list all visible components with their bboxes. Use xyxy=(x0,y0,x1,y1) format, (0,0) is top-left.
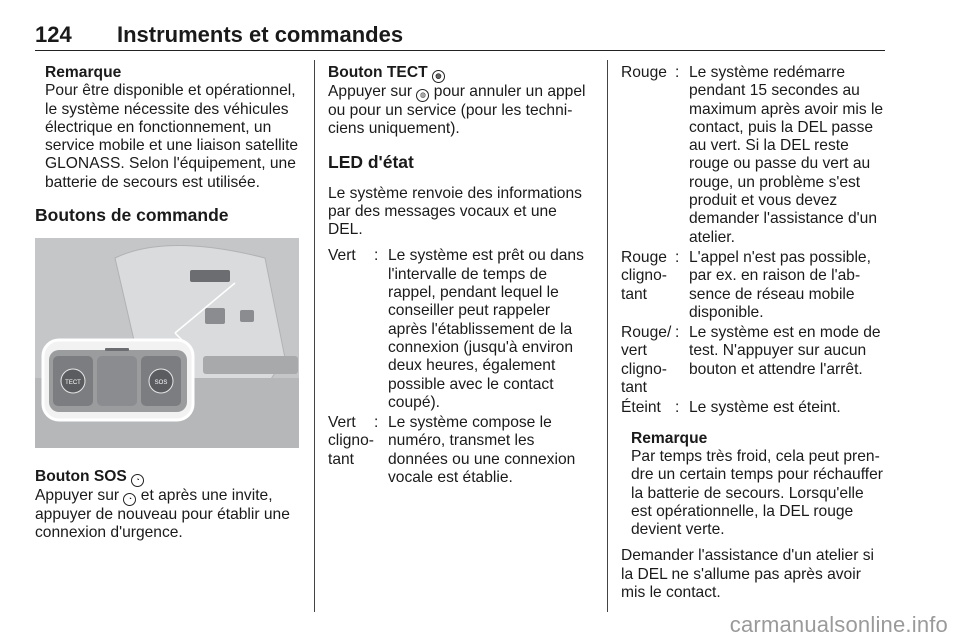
led-state-term: Vert clignotant xyxy=(328,414,374,468)
section-title-led: LED d'état xyxy=(328,151,414,172)
section-title-controls: Boutons de commande xyxy=(35,205,229,226)
sos-instructions: Appuyer sur ◔ et après une invite, appuyer de nouveau pour établir une connexion d'urgence. xyxy=(35,487,290,542)
separator: : xyxy=(675,64,680,81)
note-title: Remarque xyxy=(45,64,122,81)
tect-symbol-icon: ◍ xyxy=(432,70,445,83)
tect-instructions: Appuyer sur ◍ pour annuler un appel ou pour un service (pour les techniciens uniquement). xyxy=(328,83,586,138)
separator: : xyxy=(374,414,379,432)
separator: : xyxy=(374,247,379,265)
overhead-console-drawing xyxy=(35,238,299,448)
led-state-term: Éteint xyxy=(621,399,661,417)
column-right xyxy=(621,64,887,610)
led-state-term: Rouge xyxy=(621,64,667,81)
sos-symbol-icon: ◔ xyxy=(131,474,144,487)
led-state-table xyxy=(328,247,592,489)
tect-button-title: Bouton TECT ◍ xyxy=(328,64,592,83)
note-text: Pour être disponible et opérationnel, le système nécessite des véhicules électrique en fonctionnement, un service mobile et une liaison satellite GLONASS. Selon l'équipement, une batterie de secours est utilisée. xyxy=(45,82,299,191)
separator: : xyxy=(675,248,680,266)
led-state-desc: Le système est prêt ou dans l'intervalle de temps de rappel, pendant lequel le conseiller peut rappeler après l'établissement de la connexion (jusqu'à environ deux heures, également possible avec le contact coupé). xyxy=(388,247,584,411)
led-state-row xyxy=(621,64,887,249)
note-title: Remarque xyxy=(631,429,708,447)
page-header xyxy=(35,22,885,52)
led-state-term: Rouge/ vert clignotant xyxy=(621,324,672,397)
led-state-desc: Le système est en mode de test. N'appuyer sur aucun bouton et attendre l'arrêt. xyxy=(689,324,881,378)
sos-button-title: Bouton SOS ◔ xyxy=(35,468,301,487)
tect-button-label: TECT xyxy=(65,380,81,387)
sos-symbol-icon: ◔ xyxy=(123,493,136,506)
closing-paragraph: Demander l'assistance d'un atelier si la DEL ne s'allume pas après avoir mis le contact. xyxy=(621,547,874,602)
led-state-row xyxy=(621,324,887,399)
led-state-row xyxy=(328,414,592,489)
led-state-desc: L'appel n'est pas possible, par ex. en raison de l'absence de réseau mobile disponible. xyxy=(689,248,871,321)
column-middle xyxy=(328,64,592,493)
led-state-term: Vert xyxy=(328,247,356,265)
tect-symbol-icon: ◍ xyxy=(416,89,429,102)
separator: : xyxy=(675,324,680,342)
page-title: Instruments et commandes xyxy=(117,22,404,47)
led-state-desc: Le système compose le numéro, transmet les données ou une connexion vocale est établie. xyxy=(388,414,576,487)
led-state-row xyxy=(328,247,592,414)
header-rule xyxy=(35,50,885,51)
page-number: 124 xyxy=(35,22,72,47)
note-text: Par temps très froid, cela peut prendre un certain temps pour réchauffer la batterie de secours. Lorsqu'elle est opérationnelle, la DEL rouge devient verte. xyxy=(631,447,883,539)
sos-button-label: SOS xyxy=(154,380,168,387)
led-state-row xyxy=(621,249,887,324)
led-state-term: Rouge clignotant xyxy=(621,248,667,303)
led-state-table xyxy=(621,64,887,420)
column-divider-right xyxy=(607,60,608,612)
column-divider-left xyxy=(314,60,315,612)
led-state-desc: Le système redémarre pendant 15 secondes au maximum après avoir mis le contact, puis la DEL passe au vert. Si la DEL reste rouge ou passe du vert au rouge, un problème s'est produit et vous devez demander l'assistance d'un atelier. xyxy=(689,64,884,246)
led-state-desc: Le système est éteint. xyxy=(689,399,841,417)
separator: : xyxy=(675,399,680,417)
column-left xyxy=(35,64,301,551)
note-block xyxy=(45,64,301,192)
control-buttons-illustration xyxy=(35,238,299,448)
led-state-row xyxy=(621,399,887,419)
led-intro: Le système renvoie des informations par des messages vocaux et une DEL. xyxy=(328,184,582,239)
note-block xyxy=(631,430,887,540)
watermark: carmanualsonline.info xyxy=(729,612,948,637)
